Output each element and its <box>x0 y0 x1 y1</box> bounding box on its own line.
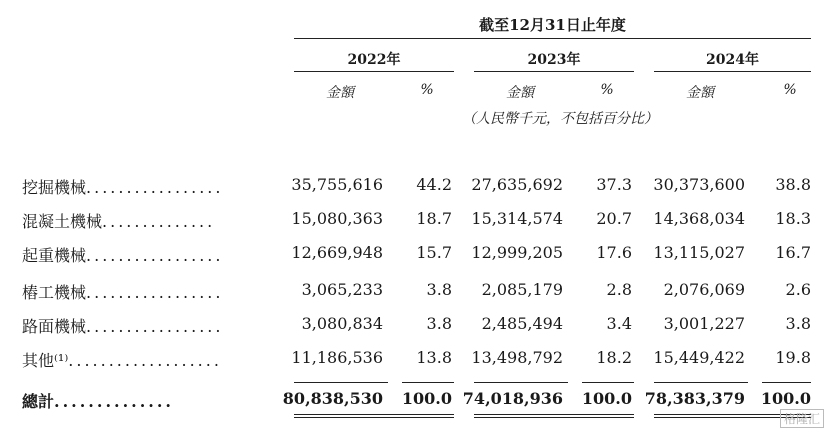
amount-cell: 3,065,233 <box>301 280 383 299</box>
amount-cell: 27,635,692 <box>471 175 563 194</box>
row-leader-dots: ................. <box>86 283 224 302</box>
percent-cell: 20.7 <box>596 209 632 228</box>
row-label-text: 樁工機械 <box>22 283 87 302</box>
amount-cell: 12,999,205 <box>471 243 563 262</box>
percent-cell: 3.8 <box>785 314 811 333</box>
row-leader-dots: ................. <box>86 246 224 265</box>
amount-cell: 11,186,536 <box>291 348 383 367</box>
row-leader-dots: ................... <box>68 351 222 370</box>
percent-cell: 15.7 <box>416 243 452 262</box>
total-rule-top-2024-amt <box>654 382 748 383</box>
year-2023: 2023年 <box>527 52 581 68</box>
total-rule-top-2022-amt <box>294 382 388 383</box>
percent-label-2024: % <box>783 82 797 98</box>
amount-label-2023: 金額 <box>506 85 534 101</box>
row-label-text: 總計 <box>22 392 55 411</box>
year-rule-2023 <box>474 71 634 72</box>
percent-cell: 18.3 <box>775 209 811 228</box>
amount-cell: 15,080,363 <box>291 209 383 228</box>
percent-cell: 3.8 <box>426 314 452 333</box>
row-label-text: 其他⁽¹⁾ <box>22 351 69 370</box>
row-label-text: 起重機械 <box>22 246 87 265</box>
amount-cell: 15,449,422 <box>653 348 745 367</box>
percent-cell: 37.3 <box>596 175 632 194</box>
row-label <box>22 280 223 303</box>
row-label <box>22 243 223 266</box>
amount-cell: 35,755,616 <box>291 175 383 194</box>
total-rule-top-2024-pct <box>762 382 811 383</box>
percent-cell: 3.4 <box>606 314 632 333</box>
amount-cell: 80,838,530 <box>282 389 383 408</box>
row-label <box>22 389 174 412</box>
amount-cell: 15,314,574 <box>471 209 563 228</box>
year-2022: 2022年 <box>347 52 401 68</box>
row-leader-dots: ................. <box>86 317 224 336</box>
percent-cell: 2.8 <box>606 280 632 299</box>
amount-cell: 13,115,027 <box>653 243 745 262</box>
percent-label-2022: % <box>420 82 434 98</box>
row-label <box>22 209 215 232</box>
percent-cell: 2.6 <box>785 280 811 299</box>
row-label-text: 挖掘機械 <box>22 178 87 197</box>
percent-cell: 38.8 <box>775 175 811 194</box>
percent-cell: 44.2 <box>416 175 452 194</box>
amount-cell: 78,383,379 <box>644 389 745 408</box>
row-label-text: 路面機械 <box>22 317 87 336</box>
percent-cell: 100.0 <box>581 389 632 408</box>
amount-cell: 3,001,227 <box>663 314 745 333</box>
percent-cell: 3.8 <box>426 280 452 299</box>
watermark-logo: 格隆汇 <box>780 409 824 428</box>
amount-cell: 13,498,792 <box>471 348 563 367</box>
row-label-text: 混凝土機械 <box>22 212 103 231</box>
year-rule-2022 <box>294 71 454 72</box>
percent-cell: 19.8 <box>775 348 811 367</box>
amount-cell: 2,076,069 <box>663 280 745 299</box>
total-rule-top-2023-amt <box>474 382 568 383</box>
percent-cell: 100.0 <box>401 389 452 408</box>
row-leader-dots: .............. <box>54 392 174 411</box>
total-rule-bottom-c <box>474 414 634 415</box>
total-rule-bottom-a <box>294 414 454 415</box>
amount-cell: 3,080,834 <box>301 314 383 333</box>
total-rule-top-2022-pct <box>402 382 454 383</box>
row-label <box>22 348 222 371</box>
amount-cell: 30,373,600 <box>653 175 745 194</box>
percent-cell: 13.8 <box>416 348 452 367</box>
percent-cell: 100.0 <box>760 389 811 408</box>
header-rule-top <box>294 38 811 39</box>
percent-cell: 18.2 <box>596 348 632 367</box>
percent-cell: 17.6 <box>596 243 632 262</box>
total-rule-top-2023-pct <box>582 382 634 383</box>
amount-cell: 12,669,948 <box>291 243 383 262</box>
period-header: 截至12月31日止年度 <box>479 16 626 34</box>
amount-label-2022: 金額 <box>326 85 354 101</box>
row-label <box>22 314 223 337</box>
amount-label-2024: 金額 <box>686 85 714 101</box>
year-2024: 2024年 <box>706 52 759 68</box>
total-rule-bottom-b <box>294 417 454 418</box>
year-rule-2024 <box>654 71 811 72</box>
percent-cell: 16.7 <box>775 243 811 262</box>
amount-cell: 14,368,034 <box>653 209 745 228</box>
row-leader-dots: .............. <box>102 212 216 231</box>
amount-cell: 2,085,179 <box>481 280 563 299</box>
amount-cell: 2,485,494 <box>481 314 563 333</box>
total-rule-bottom-d <box>474 417 634 418</box>
unit-note: （人民幣千元，不包括百分比） <box>462 111 658 127</box>
row-leader-dots: ................. <box>86 178 224 197</box>
amount-cell: 74,018,936 <box>462 389 563 408</box>
percent-cell: 18.7 <box>416 209 452 228</box>
row-label <box>22 175 223 198</box>
percent-label-2023: % <box>600 82 614 98</box>
